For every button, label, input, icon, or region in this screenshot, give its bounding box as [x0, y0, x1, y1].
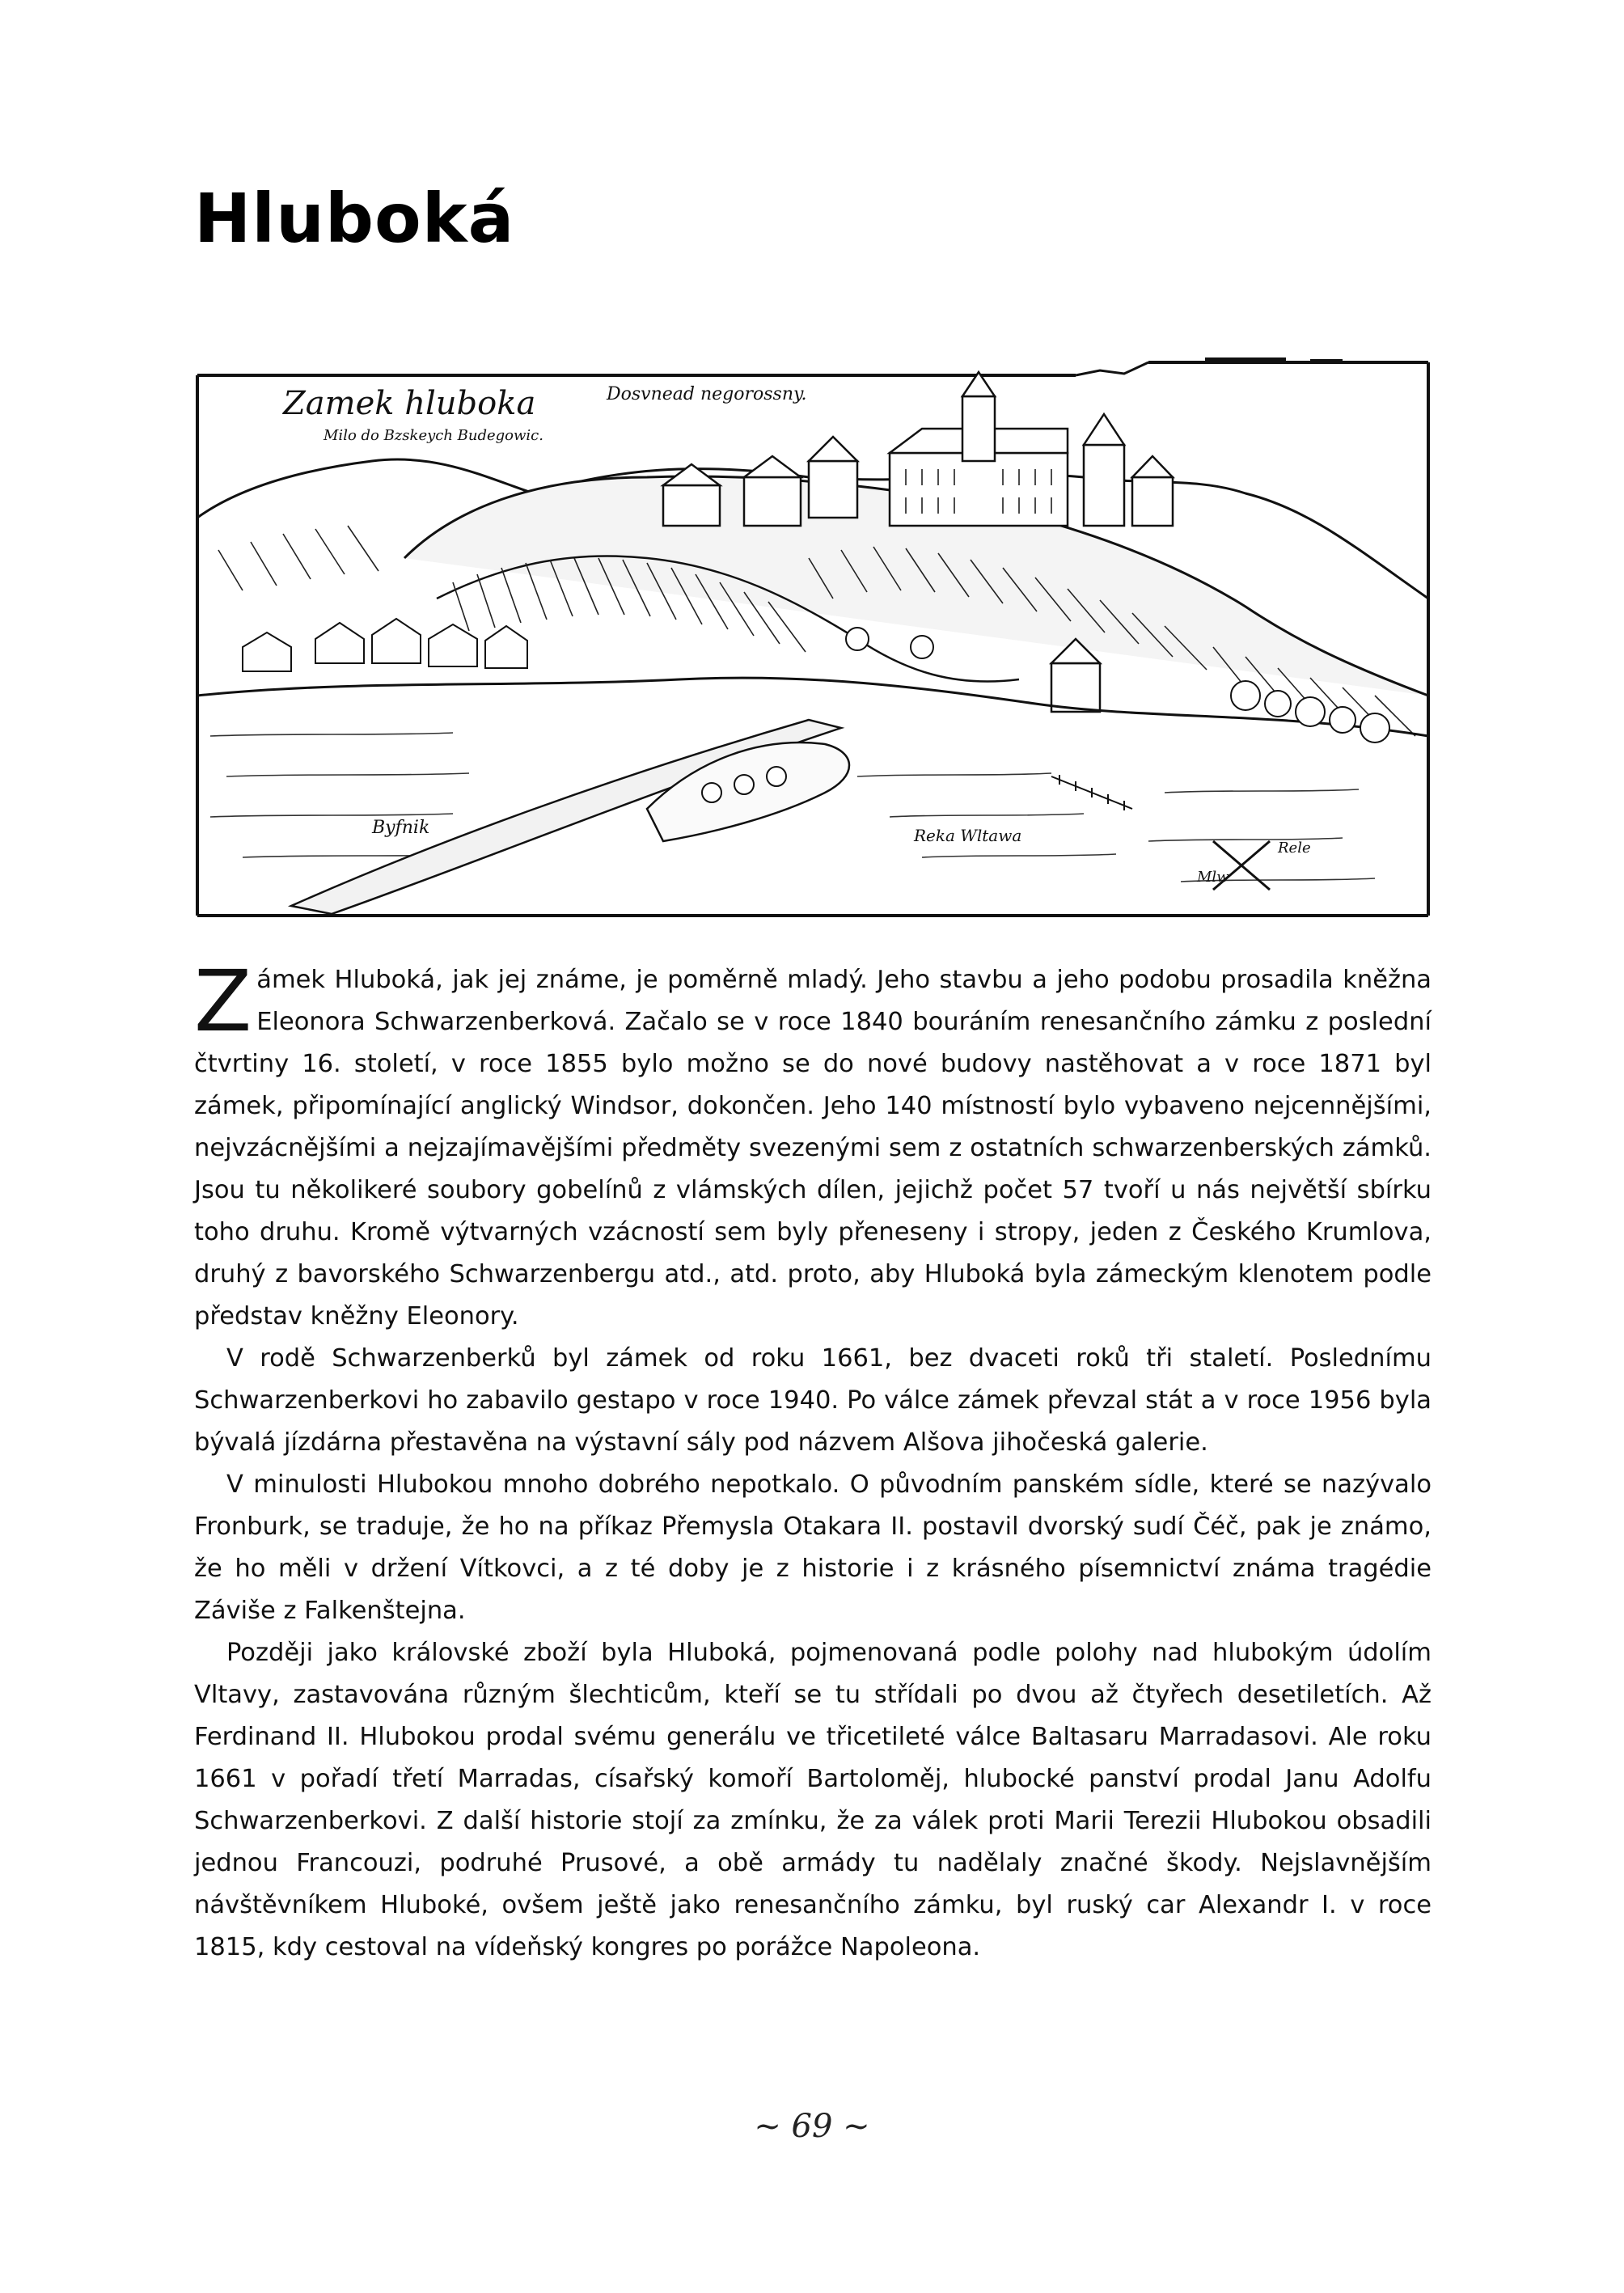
article-body — [194, 952, 1432, 1969]
paragraph-2: V rodě Schwarzenberků byl zámek od roku 1661, bez dvaceti roků tři staletí. Poslednímu Schwarzenberkovi ho zabavilo gestapo v roce 1940. Po válce zámek převzal stát a v roce 1956 byla bývalá jízdárna přestavěna na výstavní sály pod názvem Alšova jihočeská galerie. — [194, 1344, 1432, 1457]
page-title: Hluboká — [194, 179, 515, 259]
frame-stroke-mark — [1205, 357, 1286, 362]
frame-stroke-mark-2 — [1310, 359, 1343, 363]
paragraph-4: Později jako královské zboží byla Hluboká, pojmenovaná podle polohy nad hlubokým údolím Vltavy, zastavována různým šlechticům, kteří se tu střídali po dvou až čtyřech desetiletích. Až Ferdinand II. Hlubokou prodal svému generálu ve třicetileté válce Baltasaru Marradasovi. Ale roku 1661 v pořadí třetí Marradas, císařský komoří Bartoloměj, hlubocké panství prodal Janu Adolfu Schwarzenberkovi. Z další historie stojí za zmínku, že za válek proti Marii Terezii Hlubokou obsadili jednou Francouzi, podruhé Prusové, a obě armády tu nadělaly značné škody. Nejslavnějším návštěvníkem Hluboké, ovšem ještě jako renesančního zámku, byl ruský car Alexandr I. v roce 1815, kdy cestoval na vídeňský kongres po porážce Napoleona. — [194, 1639, 1432, 1961]
label-left: Byfnik — [372, 818, 430, 838]
drop-cap: Z — [194, 952, 252, 1051]
engraving-drawing — [194, 356, 1432, 920]
lower-town — [243, 619, 527, 671]
fence — [1051, 775, 1132, 810]
paragraph-3: V minulosti Hlubokou mnoho dobrého nepotkalo. O původním panském sídle, které se nazývalo Fronburk, se traduje, že ho na příkaz Přemysla Otakara II. postavil dvorský sudí Čéč, pak je známo, že ho měli v držení Vítkovci, a z té doby je z historie i z krásného písemnictví známa tragédie Záviše z Falkenštejna. — [194, 1470, 1432, 1625]
castle-engraving — [194, 356, 1432, 920]
label-river: Reka Wltawa — [914, 826, 1022, 845]
paragraph-1 — [194, 952, 1432, 1338]
page-number: ~ 69 ~ — [754, 2108, 870, 2145]
label-right-bottom: Mlw — [1197, 869, 1229, 886]
label-right-top: Rele — [1278, 840, 1311, 857]
caption-note: Dosvnead negorossny. — [607, 384, 807, 404]
caption-sub: Milo do Bzskeych Budegowic. — [324, 427, 543, 444]
torn-edge — [1076, 362, 1148, 375]
paragraph-1-text: ámek Hluboká, jak jej známe, je poměrně mladý. Jeho stavbu a jeho podobu prosadila kněžna Eleonora Schwarzenberková. Začalo se v roce 1840 bouráním renesančního zámku z poslední čtvrtiny 16. století, v roce 1855 bylo možno se do nové budovy nastěhovat a v roce 1871 byl zámek, připomínající anglický Windsor, dokončen. Jeho 140 místností bylo vybaveno nejcennějšími, nejvzácnějšími a nejzajímavějšími předměty svezenými sem z ostatních schwarzenberských zámků. Jsou tu několikeré soubory gobelínů z vlámských dílen, jejichž počet 57 tvoří u nás největší sbírku toho druhu. Kromě výtvarných vzácností sem byly přeneseny i stropy, jeden z Českého Krumlova, druhý z bavorského Schwarzenbergu atd., atd. proto, aby Hluboká byla zámeckým klenotem podle představ kněžny Eleonory. — [194, 966, 1432, 1331]
caption-main: Zamek hluboka — [283, 385, 536, 422]
